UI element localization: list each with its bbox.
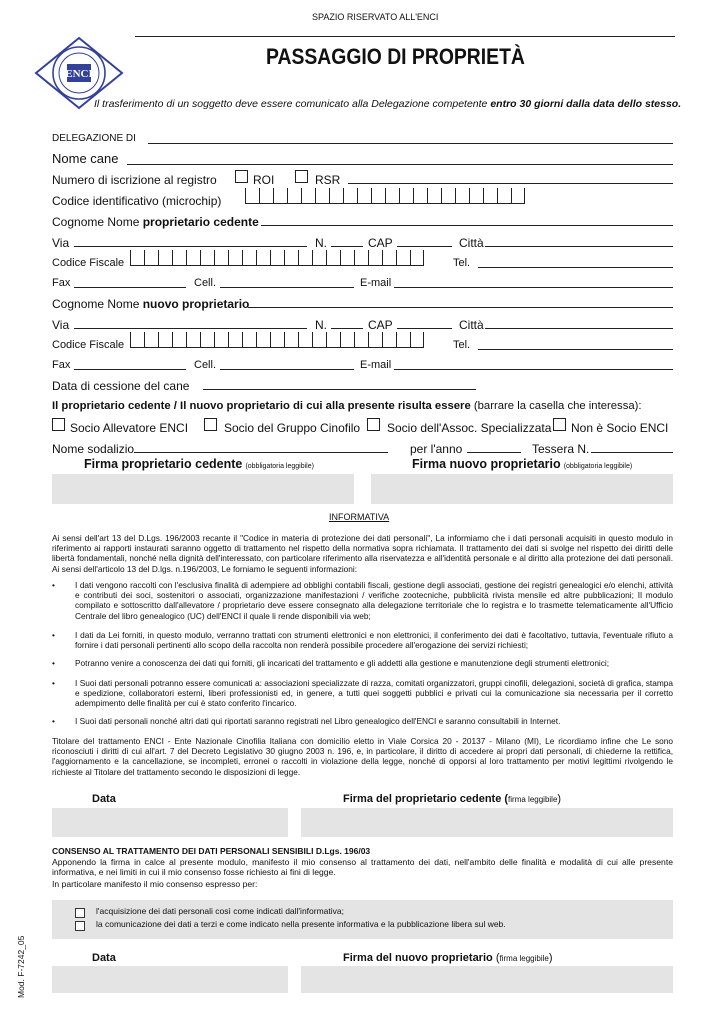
firma-nuovo-box[interactable] xyxy=(371,474,673,504)
via-label: Via xyxy=(52,236,70,250)
rsr-label: RSR xyxy=(315,173,341,187)
nuovo-label: Cognome Nome nuovo proprietario xyxy=(52,297,250,311)
informativa-b2: I dati da Lei forniti, in questo modulo, verranno trattati con strumenti elettronici e non elettronici, il conferimento dei dati è facoltativo, tuttavia, l'eventuale rifiuto a fornire i dati personali pertinenti allo scopo della raccolta non renderà possibile procedere all'erogazione dei servizi richiesti; xyxy=(75,630,673,651)
fax2-label: Fax xyxy=(52,359,71,371)
sig1-firma-label: Firma del proprietario cedente (firma leggibile) xyxy=(343,793,562,805)
email2-label: E-mail xyxy=(360,359,392,371)
sig1-data-label: Data xyxy=(92,793,116,805)
reserved-line xyxy=(135,36,675,37)
tel2-input[interactable] xyxy=(478,349,673,350)
roi-label: ROI xyxy=(253,173,275,187)
data-cessione-label: Data di cessione del cane xyxy=(52,379,190,393)
bullet-5: • xyxy=(52,716,55,726)
nome-cane-label: Nome cane xyxy=(52,151,119,166)
cf2-label: Codice Fiscale xyxy=(52,339,125,351)
tessera-input[interactable] xyxy=(591,452,673,453)
bullet-1: • xyxy=(52,580,55,590)
informativa-b3: Potranno venire a conoscenza dei dati qui forniti, gli incaricati del trattamento e gli addetti alla gestione e manutenzione degli strumenti elettronici; xyxy=(75,658,610,668)
n2-input[interactable] xyxy=(331,328,363,329)
citta-label: Città xyxy=(459,236,484,250)
informativa-b4: I Suoi dati personali potranno essere comunicati a: associazioni specializzate di razza, comitati organizzatori, gruppi cinofili, delegazioni, società di grafica, stampa e spedizione, collaboratori esterni, liberi professionisti ed, in genere, a tutti quei soggetti pubblici e privati cui la comunicazione sia necessaria per il corretto adempimento delle finalità per cui è stato conferito l'incarico. xyxy=(75,678,673,709)
microchip-input[interactable] xyxy=(245,188,525,204)
rsr-checkbox[interactable] xyxy=(295,170,308,183)
cell-label: Cell. xyxy=(194,277,217,289)
consenso-c1-checkbox[interactable] xyxy=(75,908,85,918)
cap2-label: CAP xyxy=(368,318,393,332)
via-input[interactable] xyxy=(74,246,307,247)
cf2-input[interactable] xyxy=(130,332,424,348)
consenso-text: Apponendo la firma in calce al presente modulo, manifesto il mio consenso al trattamento dei dati, nell'ambito delle finalità e modalità di cui alle presente informativa, e nei limiti in cui il mio consenso fosse richiesto ai fini di legge. xyxy=(52,857,673,878)
email2-input[interactable] xyxy=(394,369,673,370)
citta-input[interactable] xyxy=(485,246,673,247)
opt2-checkbox[interactable] xyxy=(204,418,217,431)
cedente-label: Cognome Nome proprietario cedente xyxy=(52,215,259,229)
fax-input[interactable] xyxy=(74,287,186,288)
iscrizione-input[interactable] xyxy=(348,183,673,184)
cell-input[interactable] xyxy=(220,287,354,288)
n2-label: N. xyxy=(315,318,327,332)
cap-label: CAP xyxy=(368,236,393,250)
opt2-label: Socio del Gruppo Cinofilo xyxy=(224,421,361,435)
informativa-title: INFORMATIVA xyxy=(329,512,390,522)
mod-code: Mod. F-7242_05 xyxy=(16,935,26,998)
sig2-firma-box[interactable] xyxy=(301,966,673,993)
opt3-label: Socio dell'Assoc. Specializzata xyxy=(387,421,552,435)
opt4-checkbox[interactable] xyxy=(553,418,566,431)
consenso-text2: In particolare manifesto il mio consenso espresso per: xyxy=(52,879,258,889)
bullet-2: • xyxy=(52,630,55,640)
sig1-data-box[interactable] xyxy=(52,808,288,837)
tel-input[interactable] xyxy=(478,267,673,268)
cap2-input[interactable] xyxy=(397,328,452,329)
sig1-firma-box[interactable] xyxy=(301,808,673,837)
iscrizione-label: Numero di iscrizione al registro xyxy=(52,173,217,187)
socio-question: Il proprietario cedente / Il nuovo proprietario di cui alla presente risulta essere (barrare la casella che interessa): xyxy=(52,400,642,412)
fax-label: Fax xyxy=(52,277,71,289)
consenso-c2-checkbox[interactable] xyxy=(75,921,85,931)
via2-input[interactable] xyxy=(74,328,307,329)
informativa-b5: I Suoi dati personali nonché altri dati qui riportati saranno registrati nel Libro genealogico dell'ENCI e saranno consultabili in Internet. xyxy=(75,716,561,726)
bullet-3: • xyxy=(52,658,55,668)
cell2-label: Cell. xyxy=(194,359,217,371)
cedente-input[interactable] xyxy=(261,225,673,226)
nuovo-input[interactable] xyxy=(248,307,673,308)
n-label: N. xyxy=(315,236,327,250)
firma-cedente-box[interactable] xyxy=(52,474,354,504)
per-anno-label: per l'anno xyxy=(410,442,463,456)
firma-cedente-label: Firma proprietario cedente (obbligatoria leggibile) xyxy=(84,457,314,471)
n-input[interactable] xyxy=(331,246,363,247)
informativa-titolare: Titolare del trattamento ENCI - Ente Nazionale Cinofilia Italiana con domicilio eletto in Viale Corsica 20 - 20137 - Milano (MI), Le ricordiamo infine che Le sono riconosciuti i diritti di cui all'art. 7 del Decreto Legislativo 30 giugno 2003 n. 196, e, in particolare, il diritto di accedere ai propri dati personali, di chiederne la rettifica, l'aggiornamento e la cancellazione, se incompleti, erronei o raccolti in violazione della legge, nonché di opporsi al loro trattamento per motivi legittimi rivolgendo le richieste al Titolare del trattamento secondo le disposizioni di legge. xyxy=(52,736,673,777)
roi-checkbox[interactable] xyxy=(235,170,248,183)
reserved-label: SPAZIO RISERVATO ALL'ENCI xyxy=(312,12,439,22)
email-input[interactable] xyxy=(394,287,673,288)
informativa-b1: I dati vengono raccolti con l'esclusiva finalità di adempiere ad obblighi contabili fiscali, gestione degli associati, gestione dei registri genealogici e/o elenchi, attività e contributi dei soci, sostenitori o associati, organizzazione manifestazioni / verifiche zootecniche, pubblicità rivista mensile ed altre pubblicazioni; Il modulo compilato e sottoscritto dall'allevatore / proprietario deve essere consegnato alla delegazione territoriale che lo registra e lo trasmette telematicamente all'Ufficio Centrale del libro genealogico (UC) dell'ENCI il quale li rende disponibili via web; xyxy=(75,580,673,621)
tel-label: Tel. xyxy=(453,257,471,269)
bullet-4: • xyxy=(52,678,55,688)
opt3-checkbox[interactable] xyxy=(367,418,380,431)
consenso-c1-label: l'acquisizione dei dati personali così come indicati dall'informativa; xyxy=(96,906,344,916)
sodalizio-input[interactable] xyxy=(134,452,388,453)
firma-nuovo-label: Firma nuovo proprietario (obbligatoria leggibile) xyxy=(412,457,633,471)
sig2-data-label: Data xyxy=(92,952,116,964)
opt1-checkbox[interactable] xyxy=(52,418,65,431)
citta2-label: Città xyxy=(459,318,484,332)
data-cessione-input[interactable] xyxy=(203,389,476,390)
sig2-data-box[interactable] xyxy=(52,966,288,993)
svg-text:ENCI: ENCI xyxy=(65,68,93,80)
fax2-input[interactable] xyxy=(74,369,186,370)
email-label: E-mail xyxy=(360,277,392,289)
per-anno-input[interactable] xyxy=(467,452,521,453)
delegazione-input[interactable] xyxy=(148,143,673,144)
tel2-label: Tel. xyxy=(453,339,471,351)
subtitle: Il trasferimento di un soggetto deve essere comunicato alla Delegazione competente entro 30 giorni dalla data dello stesso. xyxy=(94,98,682,110)
tessera-label: Tessera N. xyxy=(532,442,590,456)
via2-label: Via xyxy=(52,318,70,332)
cf-label: Codice Fiscale xyxy=(52,257,125,269)
nome-cane-input[interactable] xyxy=(127,164,673,165)
informativa-intro: Ai sensi dell'art 13 del D.Lgs. 196/2003 recante il "Codice in materia di protezione dei dati personali", La informiamo che i dati personali acquisiti in questo modulo in riferimento ai rapporti instaurati saranno oggetto di trattamento nel rispetto della normativa sopra richiamata. Il trattamento dei dati si svolge nel rispetto dei diritti delle libertà fondamentali, nonché nella dignità dell'interessato, con particolare riferimento alla riservatezza e all'identità personale e al diritto alla protezione dei dati personali. Ai sensi dell'articolo 13 del D.lgs. n.196/2003, Le forniamo le seguenti informazioni: xyxy=(52,533,673,574)
delegazione-label: DELEGAZIONE DI xyxy=(52,133,136,144)
opt1-label: Socio Allevatore ENCI xyxy=(70,421,189,435)
sodalizio-label: Nome sodalizio xyxy=(52,442,135,456)
sig2-firma-label: Firma del nuovo proprietario (firma leggibile) xyxy=(343,952,553,964)
page-title: PASSAGGIO DI PROPRIETÀ xyxy=(266,44,525,69)
cap-input[interactable] xyxy=(397,246,452,247)
microchip-label: Codice identificativo (microchip) xyxy=(52,194,222,208)
consenso-c2-label: la comunicazione dei dati a terzi e come indicato nella presente informativa e la pubblicazione libera sul web. xyxy=(96,919,506,929)
consenso-title: CONSENSO AL TRATTAMENTO DEI DATI PERSONALI SENSIBILI D.Lgs. 196/03 xyxy=(52,846,371,856)
opt4-label: Non è Socio ENCI xyxy=(571,421,669,435)
cell2-input[interactable] xyxy=(220,369,354,370)
cf-input[interactable] xyxy=(130,250,424,266)
citta2-input[interactable] xyxy=(485,328,673,329)
